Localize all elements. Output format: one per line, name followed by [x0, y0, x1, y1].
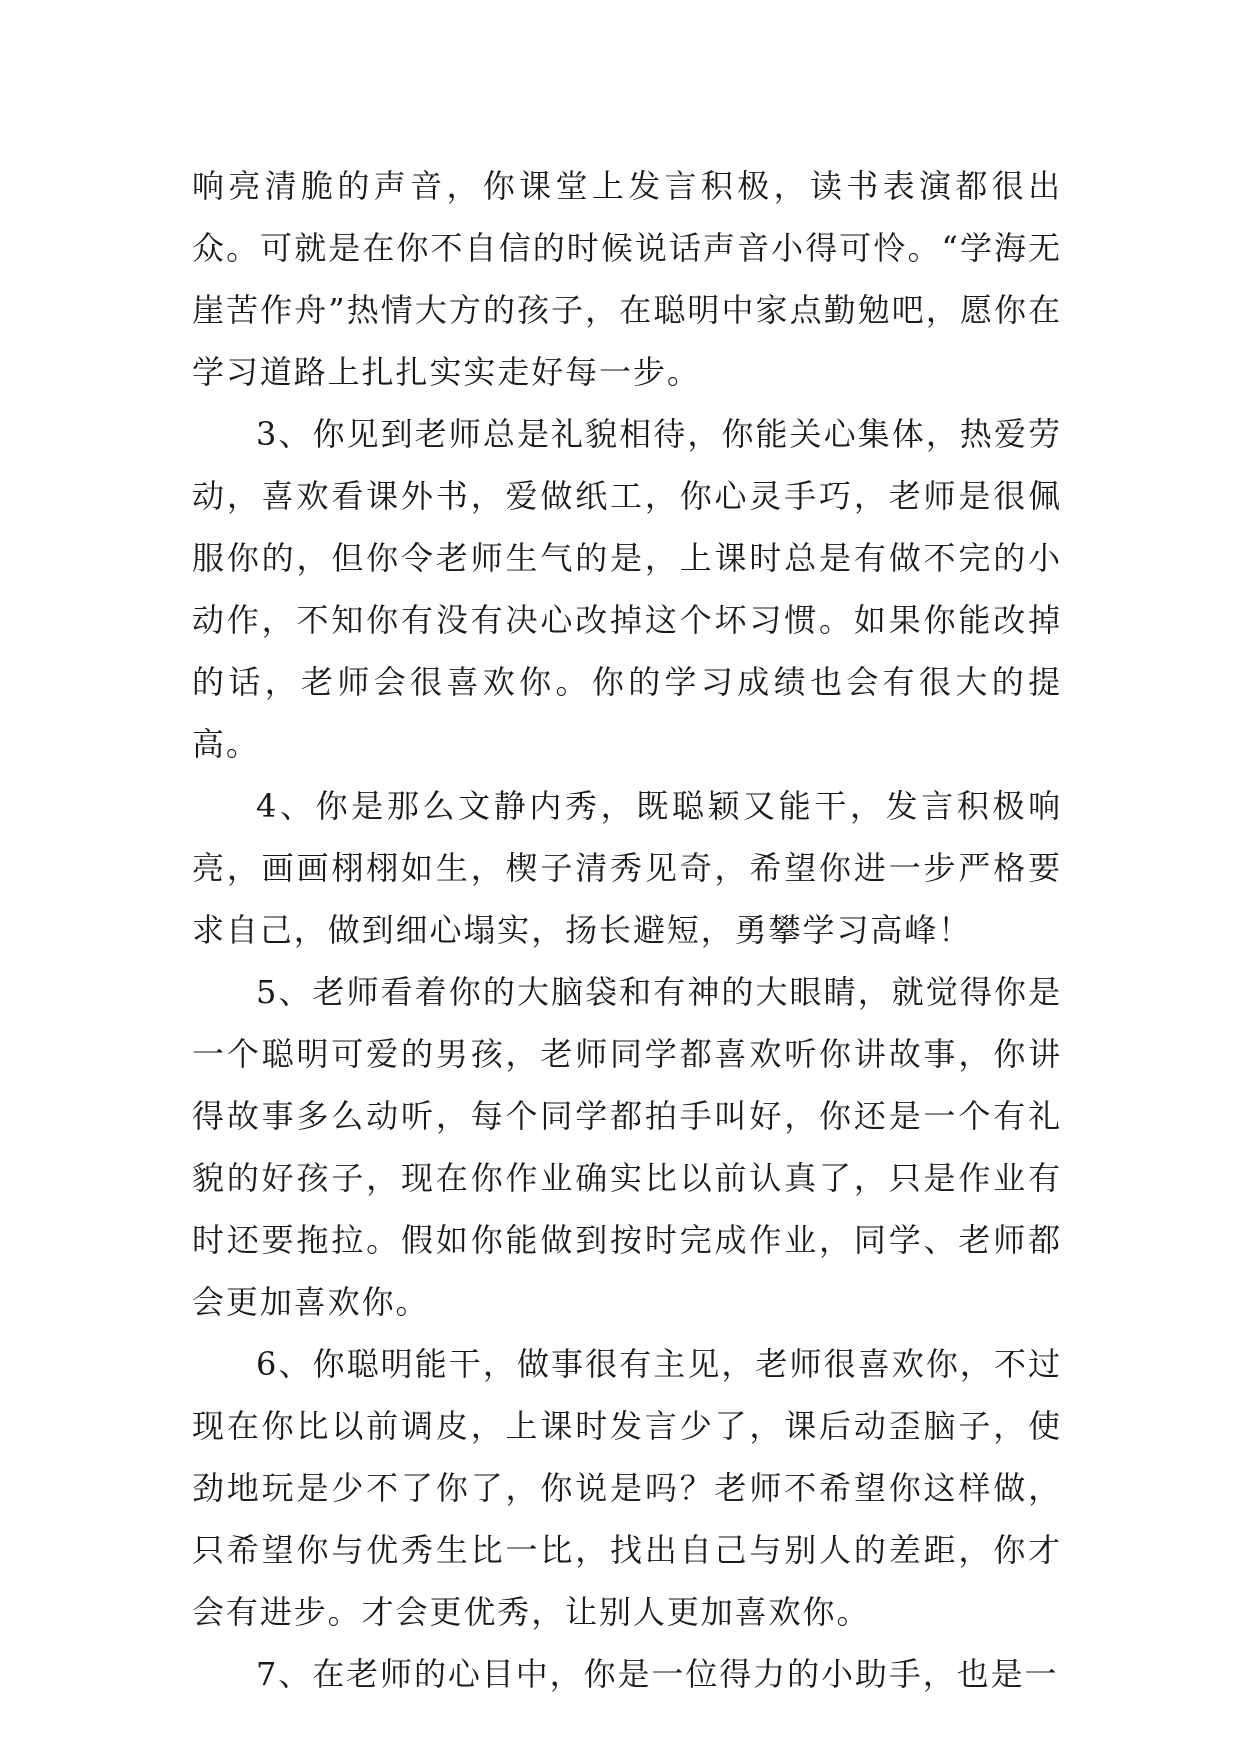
paragraph-item-3: 3、你见到老师总是礼貌相待，你能关心集体，热爱劳动，喜欢看课外书，爱做纸工，你心灵手巧，老师是很佩服你的，但你令老师生气的是，上课时总是有做不完的小动作，不知你有没有决心改掉这个坏习惯。如果你能改掉的话，老师会很喜欢你。你的学习成绩也会有很大的提高。 — [192, 415, 1062, 763]
paragraph-item-4: 4、你是那么文静内秀，既聪颖又能干，发言积极响亮，画画栩栩如生，楔子清秀见奇，希望你进一步严格要求自己，做到细心塌实，扬长避短，勇攀学习高峰！ — [192, 787, 1062, 949]
paragraph-item-5: 5、老师看着你的大脑袋和有神的大眼睛，就觉得你是一个聪明可爱的男孩，老师同学都喜欢听你讲故事，你讲得故事多么动听，每个同学都拍手叫好，你还是一个有礼貌的好孩子，现在你作业确实比以前认真了，只是作业有时还要拖拉。假如你能做到按时完成作业，同学、老师都会更加喜欢你。 — [192, 973, 1062, 1321]
paragraph-item-7: 7、在老师的心目中，你是一位得力的小助手，也是一 — [256, 1655, 1059, 1693]
paragraph-item-6: 6、你聪明能干，做事很有主见，老师很喜欢你，不过现在你比以前调皮，上课时发言少了，课后动歪脑子，使劲地玩是少不了你了，你说是吗？老师不希望你这样做，只希望你与优秀生比一比，找出自己与别人的差距，你才会有进步。才会更优秀，让别人更加喜欢你。 — [192, 1345, 1062, 1631]
paragraph-continuation: 响亮清脆的声音，你课堂上发言积极，读书表演都很出众。可就是在你不自信的时候说话声音小得可怜。“学海无崖苦作舟”热情大方的孩子，在聪明中家点勤勉吧，愿你在学习道路上扎扎实实走好每一步。 — [192, 167, 1062, 391]
document-body — [192, 155, 1062, 1705]
